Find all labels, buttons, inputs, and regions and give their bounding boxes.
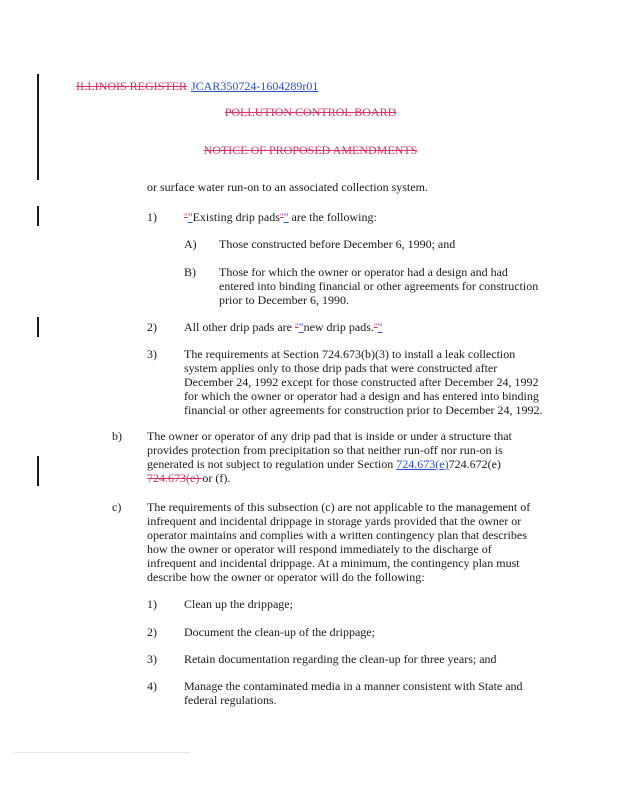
- quote-deleted: ": [294, 322, 299, 332]
- c-item-number: 2): [147, 625, 157, 639]
- item-3-line: December 24, 1992 except for those constructed after December 24, 1992: [184, 375, 539, 389]
- para-c-line: operator maintains and complies with a written contingency plan that describes: [147, 528, 527, 542]
- item-1b-line: Those for which the owner or operator had a design and had: [219, 265, 508, 279]
- c-item-text: Document the clean-up of the drippage;: [184, 625, 375, 639]
- item-1a-text: Those constructed before December 6, 1990; and: [219, 237, 456, 251]
- change-bar: [37, 317, 39, 337]
- para-c-line: infrequent and incidental drippage in storage yards provided that the owner or: [147, 514, 522, 528]
- quote-inserted: ": [283, 210, 289, 224]
- item-2-text: [184, 320, 382, 334]
- quote-deleted: ": [279, 212, 284, 222]
- quote-deleted: ": [373, 322, 378, 332]
- para-c-line: describe how the owner or operator will do the following:: [147, 570, 425, 584]
- register-inserted: JCAR350724-1604289r01: [191, 79, 319, 93]
- para-b-line: The owner or operator of any drip pad that is inside or under a structure that: [147, 429, 512, 443]
- para-c-line: infrequent and incidental drippage. At a minimum, the contingency plan must: [147, 556, 520, 570]
- item-3-line: The requirements at Section 724.673(b)(3) to install a leak collection: [184, 347, 516, 361]
- agency-header: [0, 105, 621, 119]
- item-1b-line: prior to December 6, 1990.: [219, 293, 349, 307]
- para-c-number: c): [112, 500, 122, 514]
- inserted-citation: 724.673(e): [396, 457, 449, 471]
- quote-inserted: ": [187, 210, 193, 224]
- quote-inserted: ": [298, 320, 304, 334]
- item-3-line: system applies only to those drip pads that were constructed after: [184, 361, 498, 375]
- para-b-number: b): [112, 429, 122, 443]
- notice-header: [0, 143, 621, 157]
- c-item-number: 3): [147, 652, 157, 666]
- agency-title: POLLUTION CONTROL BOARD: [224, 105, 397, 119]
- register-header: [76, 79, 318, 93]
- intro-line: or surface water run-on to an associated collection system.: [147, 180, 428, 194]
- para-b-line: provides protection from precipitation so that neither run-off nor run-on is: [147, 443, 503, 457]
- item-1-tail: are the following:: [288, 210, 377, 224]
- item-2-number: 2): [147, 320, 157, 334]
- para-c-line: how the owner or operator will respond immediately to the discharge of: [147, 542, 492, 556]
- item-1a-number: A): [184, 237, 197, 251]
- deleted-citation: 724.673(e): [147, 471, 203, 485]
- item-3-line: financial or other agreements for construction prior to December 24, 1992.: [184, 403, 543, 417]
- quote-deleted: ": [184, 212, 188, 222]
- change-bar: [37, 206, 39, 226]
- item-2-term: new drip pads.: [303, 320, 374, 334]
- change-bar: [37, 74, 39, 180]
- c-item-line: federal regulations.: [184, 693, 277, 707]
- para-b-line: [147, 471, 230, 485]
- para-b-citation: 724.672(e): [448, 457, 501, 471]
- c-item-number: 4): [147, 679, 157, 693]
- para-b-lead: generated is not subject to regulation under Section: [147, 457, 397, 471]
- para-b-tail: or (f).: [202, 471, 231, 485]
- item-2-lead: All other drip pads are: [184, 320, 295, 334]
- c-item-text: Clean up the drippage;: [184, 597, 293, 611]
- notice-title: NOTICE OF PROPOSED AMENDMENTS: [203, 143, 418, 157]
- change-bar: [37, 456, 39, 486]
- item-1-number: 1): [147, 210, 157, 224]
- c-item-line: Manage the contaminated media in a manner consistent with State and: [184, 679, 523, 693]
- item-1-text: [184, 210, 377, 224]
- item-1-term: Existing drip pads: [192, 210, 280, 224]
- para-b-line: [147, 457, 501, 471]
- c-item-number: 1): [147, 597, 157, 611]
- footer-rule: [14, 752, 190, 753]
- register-deleted: ILLINOIS REGISTER: [76, 79, 187, 93]
- c-item-text: Retain documentation regarding the clean-up for three years; and: [184, 652, 497, 666]
- item-3-number: 3): [147, 347, 157, 361]
- para-c-line: The requirements of this subsection (c) are not applicable to the management of: [147, 500, 531, 514]
- item-3-line: for which the owner or operator had a design and has entered into binding: [184, 389, 539, 403]
- item-1b-number: B): [184, 265, 196, 279]
- quote-inserted: ": [377, 320, 383, 334]
- item-1b-line: entered into binding financial or other agreements for construction: [219, 279, 539, 293]
